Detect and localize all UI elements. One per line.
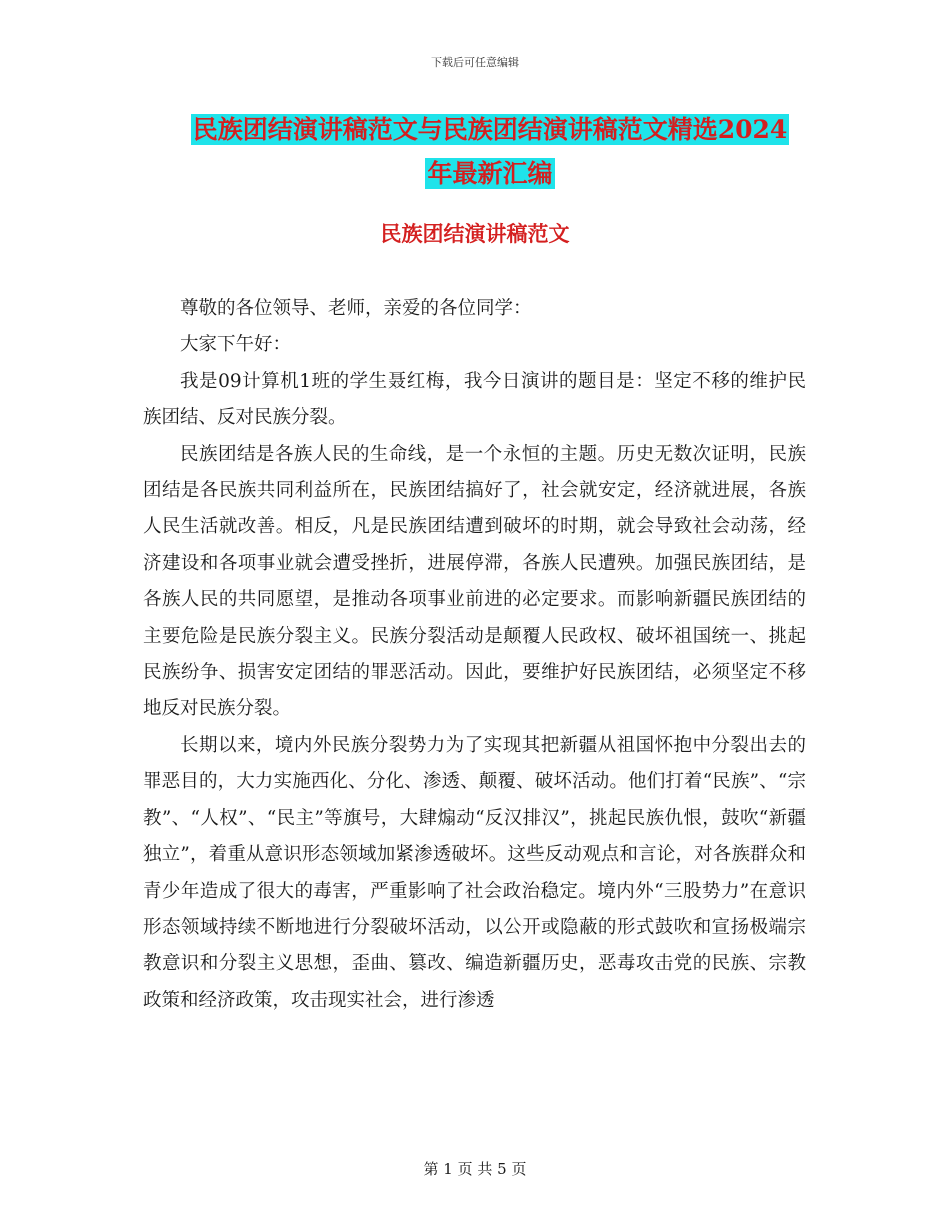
- document-title-line-1: 民族团结演讲稿范文与民族团结演讲稿范文精选2024: [192, 115, 788, 144]
- body-paragraph: 我是09计算机1班的学生聂红梅，我今日演讲的题目是：坚定不移的维护民族团结、反对民族分裂。: [143, 370, 806, 429]
- section-title: 民族团结演讲稿范文: [380, 221, 570, 246]
- body-paragraph: 民族团结是各族人民的生命线，是一个永恒的主题。历史无数次证明，民族团结是各民族共同利益所在，民族团结搞好了，社会就安定，经济就进展，各族人民生活就改善。相反，凡是民族团结遭到破坏的时期，就会导致社会动荡，经济建设和各项事业就会遭受挫折，进展停滞，各族人民遭殃。加强民族团结，是各族人民的共同愿望，是推动各项事业前进的必定要求。而影响新疆民族团结的主要危险是民族分裂主义。民族分裂活动是颠覆人民政权、破坏祖国统一、挑起民族纷争、损害安定团结的罪恶活动。因此，要维护好民族团结，必须坚定不移地反对民族分裂。: [143, 443, 806, 720]
- page-number-footer: 第 1 页 共 5 页: [423, 1160, 527, 1178]
- document-title: [140, 108, 840, 196]
- salutation: 尊敬的各位领导、老师，亲爱的各位同学：: [180, 298, 532, 319]
- greeting: 大家下午好：: [180, 334, 292, 356]
- document-title-line-2: 年最新汇编: [427, 159, 553, 188]
- body-paragraph: 长期以来，境内外民族分裂势力为了实现其把新疆从祖国怀抱中分裂出去的罪恶目的，大力实施西化、分化、渗透、颠覆、破坏活动。他们打着“民族”、“宗教”、“人权”、“民主”等旗号，大肆煽动“反汉排汉”，挑起民族仇恨，鼓吹“新疆独立”，着重从意识形态领域加紧渗透破坏。这些反动观点和言论，对各族群众和青少年造成了很大的毒害，严重影响了社会政治稳定。境内外“三股势力”在意识形态领域持续不断地进行分裂破坏活动，以公开或隐蔽的形式鼓吹和宣扬极端宗教意识和分裂主义思想，歪曲、篡改、编造新疆历史，恶毒攻击党的民族、宗教政策和经济政策，攻击现实社会，进行渗透: [143, 734, 806, 1011]
- document-body: [143, 291, 806, 1019]
- header-note: 下载后可任意编辑: [431, 56, 519, 69]
